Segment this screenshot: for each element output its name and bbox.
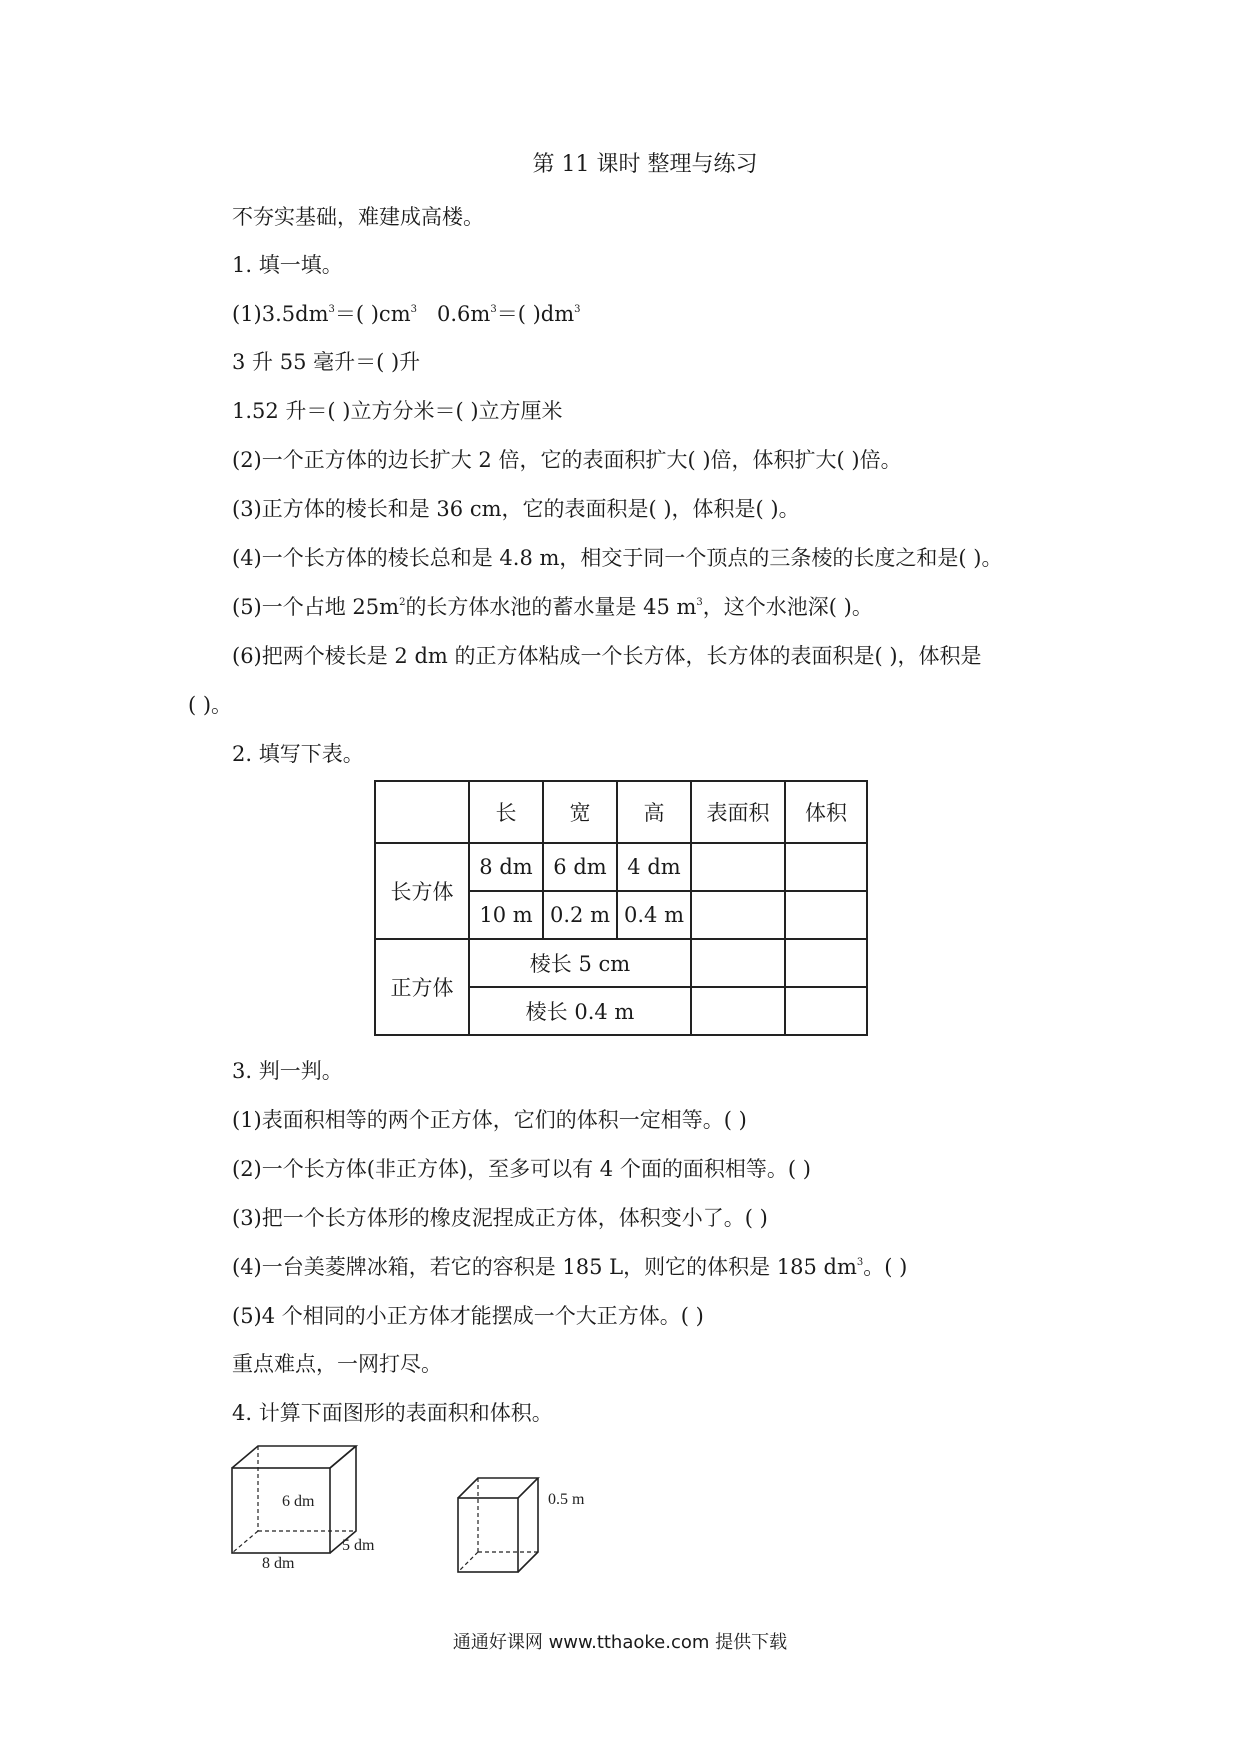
sup-3: 3 [856, 1257, 864, 1268]
sup-3: 3 [328, 304, 335, 315]
cuboid-figure [220, 1440, 400, 1570]
q3-line-4 [232, 1253, 907, 1281]
cube-edge-label: 0.5 m [548, 1491, 585, 1508]
q3-line-2: (2)一个长方体(非正方体)，至多可以有 4 个面的面积相等。( ) [232, 1157, 811, 1181]
header-volume: 体积 [785, 781, 867, 843]
q3-line-1: (1)表面积相等的两个正方体，它们的体积一定相等。( ) [232, 1108, 747, 1132]
blank-cell [691, 891, 785, 939]
section-key: 重点难点，一网打尽。 [232, 1352, 442, 1376]
sup-2: 2 [399, 597, 406, 608]
header-width: 宽 [543, 781, 617, 843]
cell: 棱长 5 cm [469, 939, 691, 987]
cuboid-length-label: 8 dm [262, 1555, 295, 1570]
blank-cell [785, 939, 867, 987]
row-label-cube: 正方体 [375, 939, 469, 1035]
fill-table [374, 780, 868, 1036]
table-corner [375, 781, 469, 843]
q3-l4b: 。( ) [863, 1255, 908, 1279]
q1-line-8: (6)把两个棱长是 2 dm 的正方体粘成一个长方体，长方体的表面积是( )，体积是 [232, 644, 982, 668]
q1-l1a: (1)3.5dm [232, 302, 329, 326]
cell: 0.4 m [617, 891, 691, 939]
cell: 0.2 m [543, 891, 617, 939]
sup-3: 3 [490, 304, 497, 315]
blank-cell [785, 987, 867, 1035]
cuboid-width-label: 5 dm [342, 1537, 375, 1554]
section-basic: 不夯实基础，难建成高楼。 [232, 205, 484, 229]
blank-cell [785, 843, 867, 891]
q1-line-9: ( )。 [188, 693, 233, 717]
q1-l7c: ，这个水池深( )。 [702, 595, 873, 619]
header-height: 高 [617, 781, 691, 843]
q1-line-4: (2)一个正方体的边长扩大 2 倍，它的表面积扩大( )倍，体积扩大( )倍。 [232, 448, 902, 472]
q1-l1c: 0.6m [417, 302, 491, 326]
blank-cell [691, 843, 785, 891]
q1-line-1 [232, 300, 581, 328]
row-label-cuboid: 长方体 [375, 843, 469, 939]
q3-l4a: (4)一台美菱牌冰箱，若它的容积是 185 L，则它的体积是 185 dm [232, 1255, 857, 1279]
q1-l7b: 的长方体水池的蓄水量是 45 m [405, 595, 697, 619]
blank-cell [691, 939, 785, 987]
q1-heading: 1. 填一填。 [232, 253, 343, 277]
cell: 棱长 0.4 m [469, 987, 691, 1035]
cell: 6 dm [543, 843, 617, 891]
sup-3: 3 [410, 304, 417, 315]
cell: 10 m [469, 891, 543, 939]
sup-3: 3 [696, 597, 703, 608]
q3-heading: 3. 判一判。 [232, 1059, 343, 1083]
q1-line-7 [232, 593, 873, 621]
q4-heading: 4. 计算下面图形的表面积和体积。 [232, 1401, 553, 1425]
cell: 4 dm [617, 843, 691, 891]
cuboid-height-label: 6 dm [282, 1493, 315, 1510]
q3-line-5: (5)4 个相同的小正方体才能摆成一个大正方体。( ) [232, 1304, 704, 1328]
blank-cell [785, 891, 867, 939]
cell: 8 dm [469, 843, 543, 891]
header-surface-area: 表面积 [691, 781, 785, 843]
q1-l7a: (5)一个占地 25m [232, 595, 400, 619]
q1-l1b: ＝( )cm [334, 302, 411, 326]
header-length: 长 [469, 781, 543, 843]
q1-line-5: (3)正方体的棱长和是 36 cm，它的表面积是( )，体积是( )。 [232, 497, 800, 521]
page-title: 第 11 课时 整理与练习 [532, 152, 758, 177]
sup-3: 3 [574, 304, 581, 315]
q3-line-3: (3)把一个长方体形的橡皮泥捏成正方体，体积变小了。( ) [232, 1206, 768, 1230]
cube-figure [450, 1468, 610, 1578]
q1-line-6: (4)一个长方体的棱长总和是 4.8 m，相交于同一个顶点的三条棱的长度之和是( )。 [232, 546, 1003, 570]
blank-cell [691, 987, 785, 1035]
q1-line-2: 3 升 55 毫升＝( )升 [232, 350, 421, 374]
q1-line-3: 1.52 升＝( )立方分米＝( )立方厘米 [232, 399, 563, 423]
footer: 通通好课网 www.tthaoke.com 提供下载 [452, 1632, 788, 1653]
q2-heading: 2. 填写下表。 [232, 742, 364, 766]
q1-l1d: ＝( )dm [496, 302, 575, 326]
